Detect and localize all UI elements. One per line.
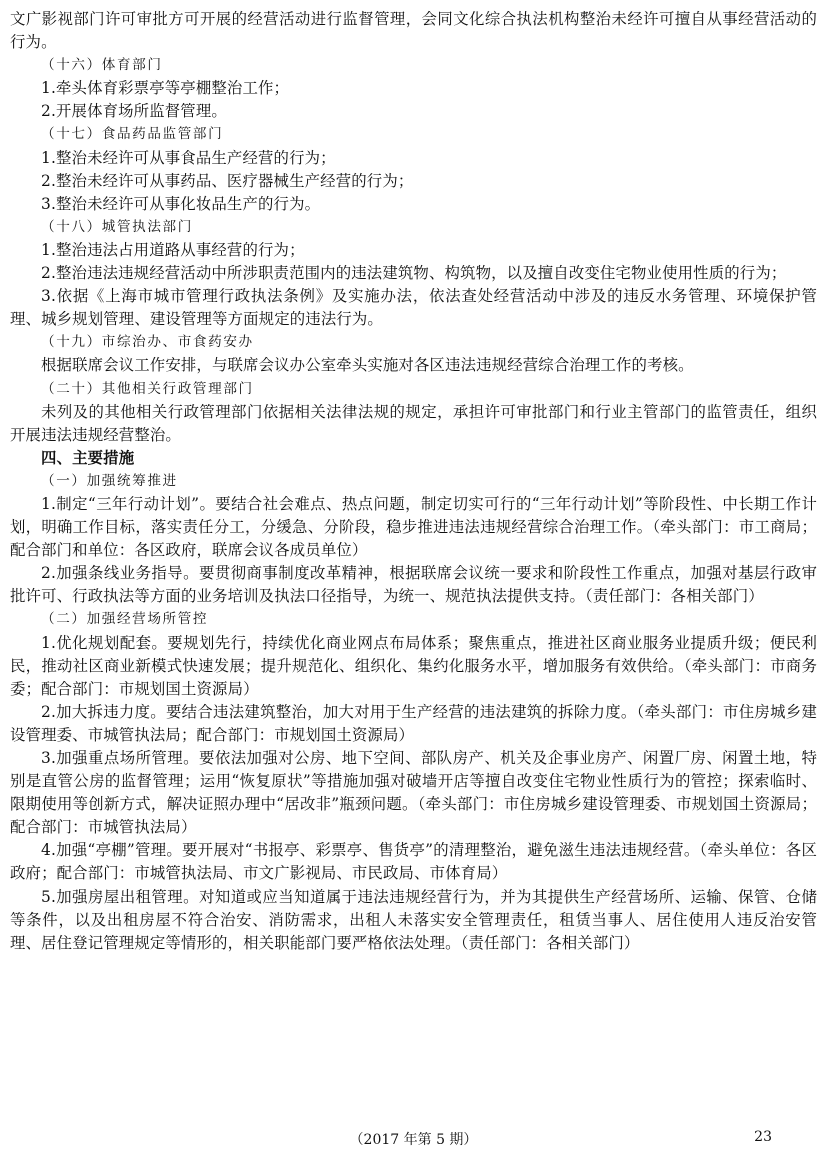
- subheading-food-drug: （十七）食品药品监管部门: [41, 126, 224, 143]
- paragraph-15: 未列及的其他相关行政管理部门依据相关法律法规的规定，承担许可审批部门和行业主管部门的监管责任，组织开展违法违规经营整治。: [10, 402, 817, 444]
- subheading-urban-management: （十八）城管执法部门: [41, 218, 193, 235]
- paragraph-18: 1.制定“三年行动计划”。要结合社会难点、热点问题，制定切实可行的“三年行动计划”等阶段性、中长期工作计划，明确工作目标，落实责任分工，分缓急、分阶段，稳步推进违法违规经营综合治理工作。（牵头部门：市工商局；配合部门和单位：各区政府，联席会议各成员单位）: [10, 494, 817, 560]
- document-body: [10, 8, 817, 955]
- paragraph-19: 2.加强条线业务指导。要贯彻商事制度改革精神，根据联席会议统一要求和阶段性工作重点，加强对基层行政审批许可、行政执法等方面的业务培训及执法口径指导，为统一、规范执法提供支持。（责任部门：各相关部门）: [10, 564, 817, 606]
- issue-label: （2017 年第 5 期）: [349, 1132, 478, 1148]
- paragraph-0: 文广影视部门许可审批方可开展的经营活动进行监督管理，会同文化综合执法机构整治未经许可擅自从事经营活动的行为。: [10, 10, 817, 52]
- paragraph-21: 1.优化规划配套。要规划先行，持续优化商业网点布局体系；聚焦重点，推进社区商业服务业提质升级；便民利民，推动社区商业新模式快速发展；提升规范化、组织化、集约化服务水平，增加服务有效供给。（牵头部门：市商务委；配合部门：市规划国土资源局）: [10, 633, 817, 698]
- paragraph-13: 根据联席会议工作安排，与联席会议办公室牵头实施对各区违法违规经营综合治理工作的考核。: [41, 356, 694, 375]
- paragraph-9: 1.整治违法占用道路从事经营的行为；: [41, 240, 305, 259]
- paragraph-10: 2.整治违法违规经营活动中所涉职责范围内的违法建筑物、构筑物，以及擅自改变住宅物业使用性质的行为；: [41, 264, 787, 283]
- paragraph-2: 1.牵头体育彩票亭等亭棚整治工作；: [41, 79, 290, 98]
- subheading-other-departments: （二十）其他相关行政管理部门: [41, 380, 254, 397]
- page-number: 23: [754, 1129, 772, 1145]
- paragraph-3: 2.开展体育场所监督管理。: [41, 102, 227, 121]
- paragraph-22: 2.加大拆违力度。要结合违法建筑整治，加大对用于生产经营的违法建筑的拆除力度。（牵头部门：市住房城乡建设管理委、市城管执法局；配合部门：市规划国土资源局）: [10, 702, 817, 744]
- subheading-sports: （十六）体育部门: [41, 57, 163, 74]
- subheading-comprehensive-office: （十九）市综治办、市食药安办: [41, 334, 254, 351]
- paragraph-25: 5.加强房屋出租管理。对知道或应当知道属于违法违规经营行为，并为其提供生产经营场所、运输、保管、仓储等条件，以及出租房屋不符合治安、消防需求，出租人未落实安全管理责任，租赁当事人、居住使用人违反治安管理、居住登记管理规定等情形的，相关职能部门要严格依法处理。（责任部门：各相关部门）: [10, 887, 817, 952]
- paragraph-5: 1.整治未经许可从事食品生产经营的行为；: [41, 148, 336, 167]
- paragraph-7: 3.整治未经许可从事化妆品生产的行为。: [41, 194, 321, 213]
- subheading-venue-control: （二）加强经营场所管控: [41, 611, 209, 628]
- page-footer: [0, 1129, 827, 1151]
- paragraph-11: 3.依据《上海市城市管理行政执法条例》及实施办法，依法查处经营活动中涉及的违反水务管理、环境保护管理、城乡规划管理、建设管理等方面规定的违法行为。: [10, 287, 817, 329]
- paragraph-23: 3.加强重点场所管理。要依法加强对公房、地下空间、部队房产、机关及企事业房产、闲置厂房、闲置土地，特别是直管公房的监督管理；运用“恢复原状”等措施加强对破墙开店等擅自改变住宅物业性质行为的管控；探索临时、限期使用等创新方式，解决证照办理中“居改非”瓶颈问题。（牵头部门：市住房城乡建设管理委、市规划国土资源局；配合部门：市城管执法局）: [10, 749, 817, 837]
- section-heading-main-measures: 四、主要措施: [41, 448, 135, 467]
- paragraph-6: 2.整治未经许可从事药品、医疗器械生产经营的行为；: [41, 171, 414, 190]
- paragraph-24: 4.加强“亭棚”管理。要开展对“书报亭、彩票亭、售货亭”的清理整治，避免滋生违法违规经营。（牵头单位：各区政府；配合部门：市城管执法局、市文广影视局、市民政局、市体育局）: [10, 841, 817, 883]
- subheading-coordination: （一）加强统筹推进: [41, 472, 178, 489]
